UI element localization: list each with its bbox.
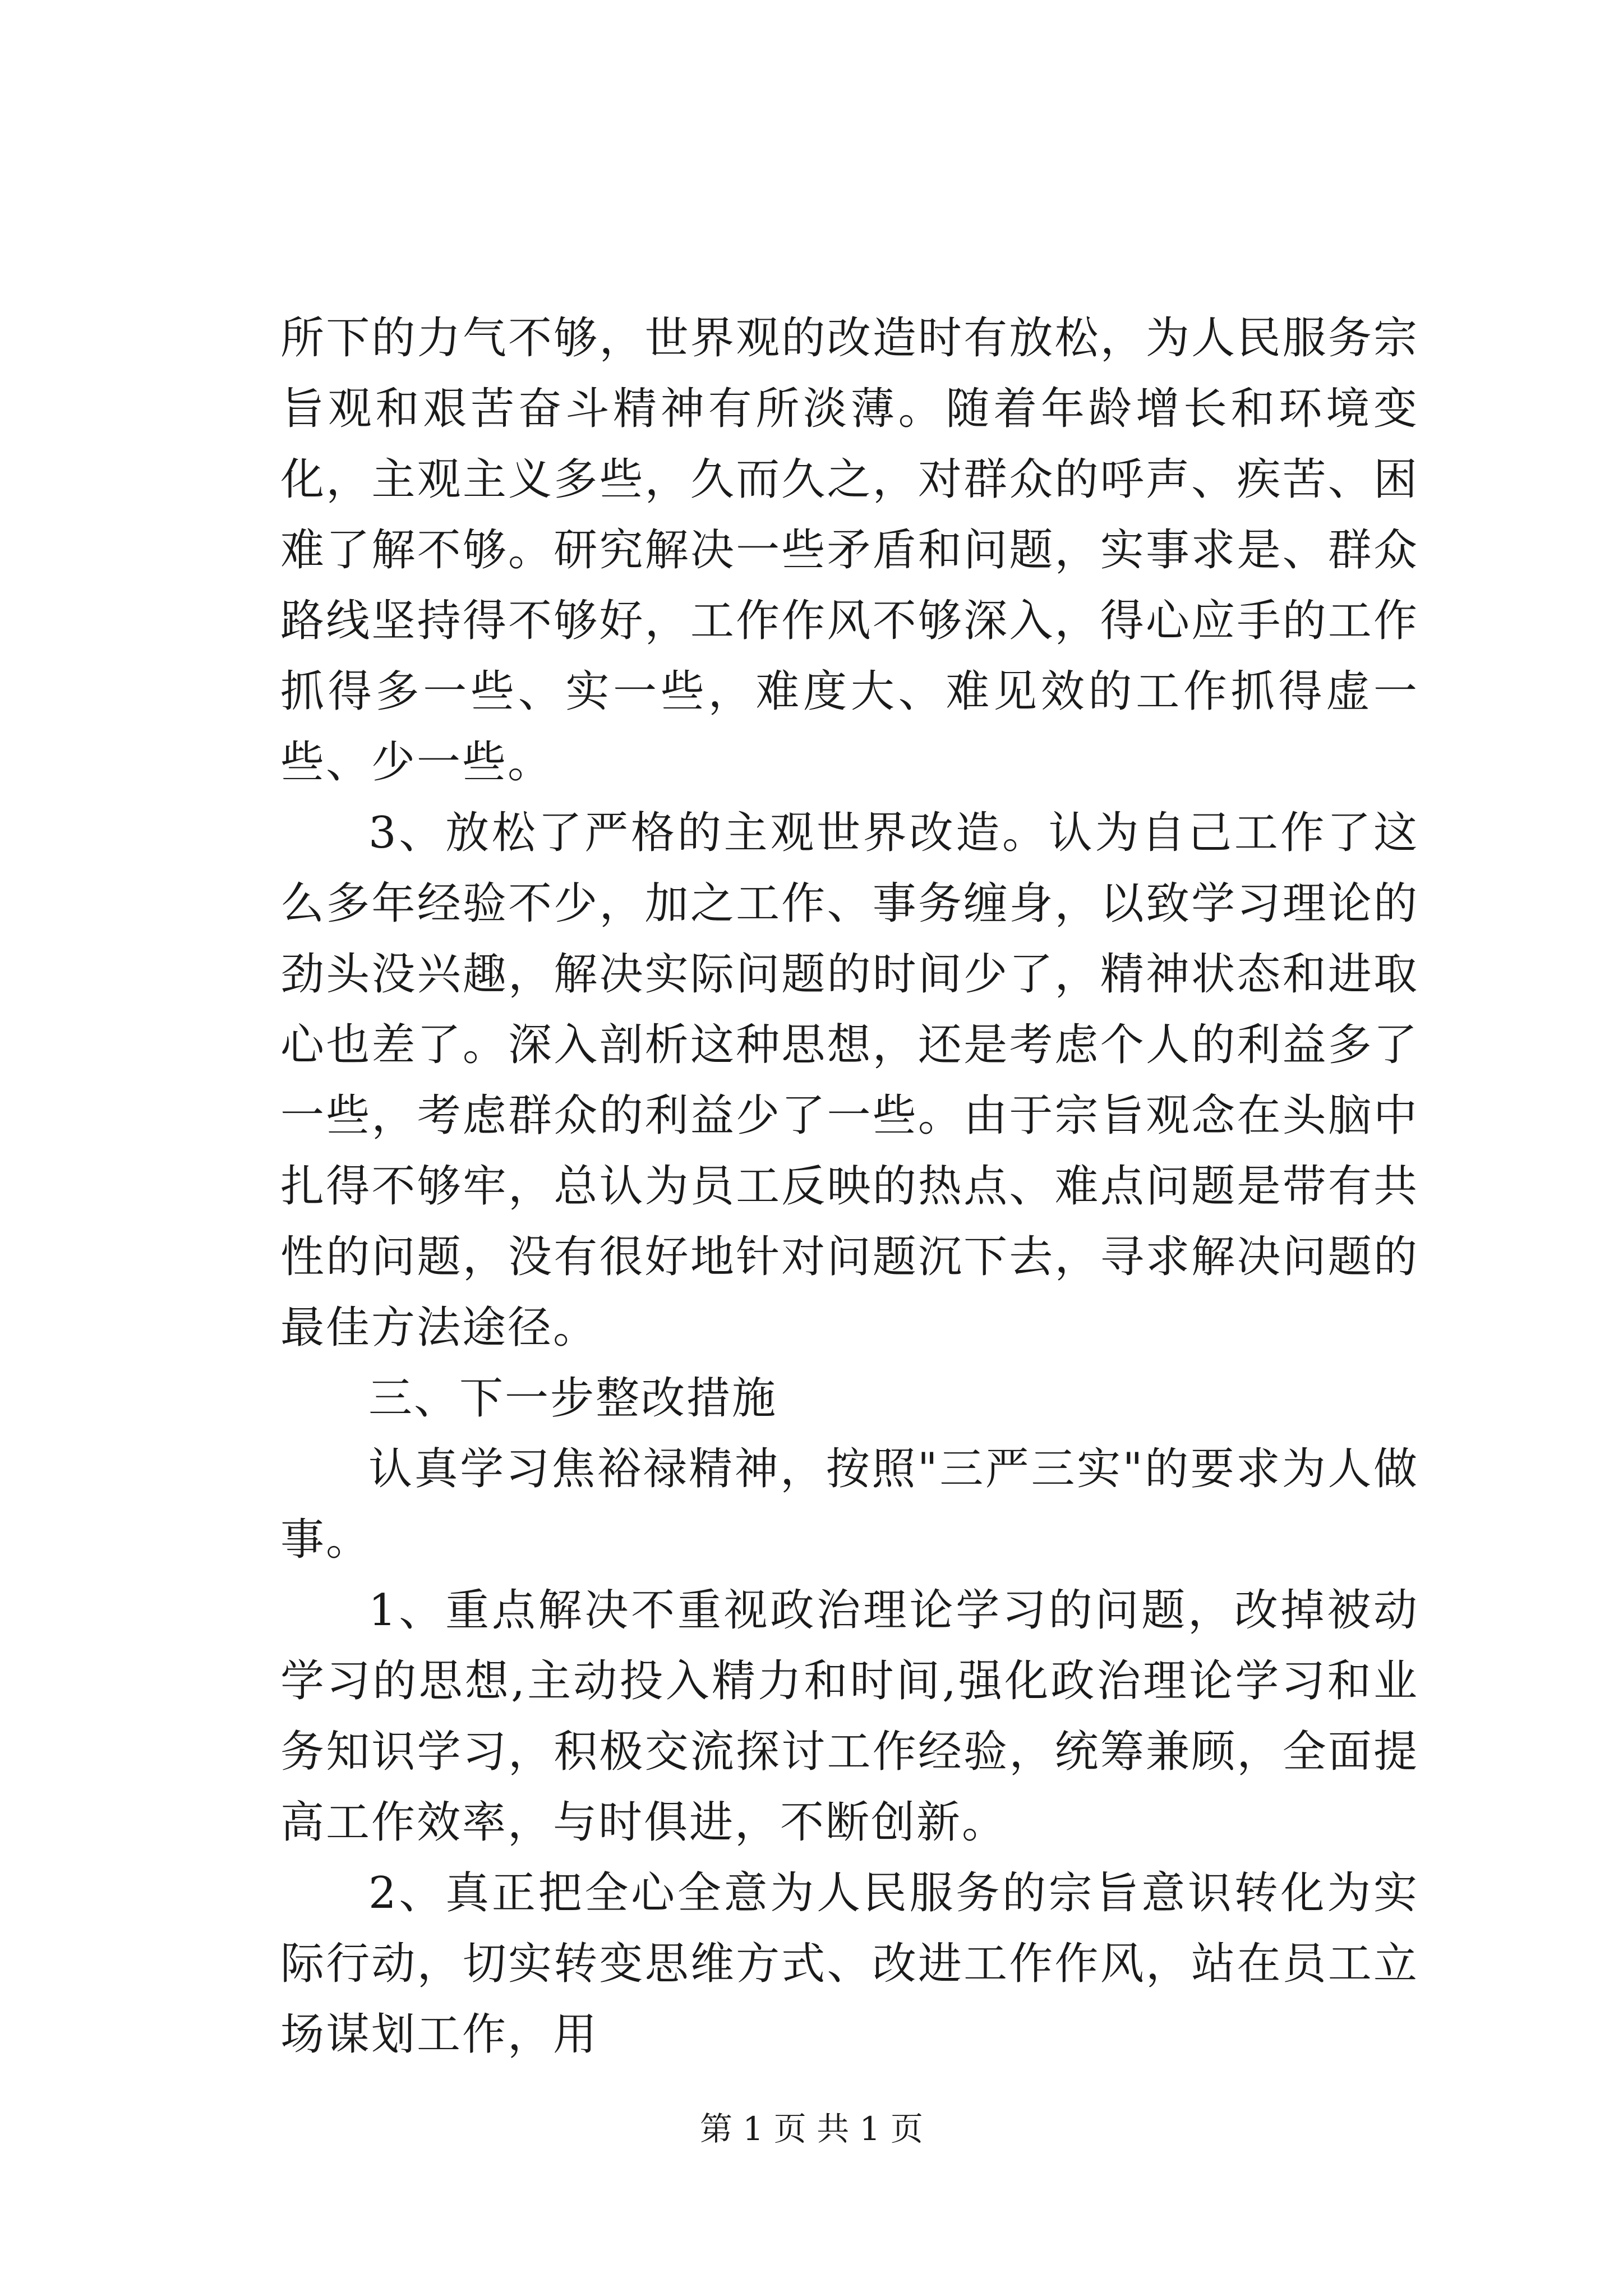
page-number-label: 第 1 页 共 1 页	[700, 2110, 923, 2148]
page-footer	[0, 2109, 1623, 2148]
paragraph-intro-measures: 认真学习焦裕禄精神，按照"三严三实"的要求为人做事。	[280, 1444, 1419, 1565]
paragraph-measure-2: 2、真正把全心全意为人民服务的宗旨意识转化为实际行动，切实转变思维方式、改进工作作风，站在员工立场谋划工作，用	[280, 1868, 1419, 2060]
paragraph-point-3: 3、放松了严格的主观世界改造。认为自己工作了这么多年经验不少，加之工作、事务缠身，以致学习理论的劲头没兴趣，解决实际问题的时间少了，精神状态和进取心也差了。深入剖析这种思想，还是考虑个人的利益多了一些，考虑群众的利益少了一些。由于宗旨观念在头脑中扎得不够牢，总认为员工反映的热点、难点问题是带有共性的问题，没有很好地针对问题沉下去，寻求解决问题的最佳方法途径。	[280, 808, 1419, 1353]
paragraph-continuation: 所下的力气不够，世界观的改造时有放松，为人民服务宗旨观和艰苦奋斗精神有所淡薄。随着年龄增长和环境变化，主观主义多些，久而久之，对群众的呼声、疾苦、困难了解不够。研究解决一些矛盾和问题，实事求是、群众路线坚持得不够好，工作作风不够深入，得心应手的工作抓得多一些、实一些，难度大、难见效的工作抓得虚一些、少一些。	[280, 313, 1419, 788]
document-body	[280, 303, 1419, 2070]
paragraph-measure-1: 1、重点解决不重视政治理论学习的问题，改掉被动学习的思想,主动投入精力和时间,强化政治理论学习和业务知识学习，积极交流探讨工作经验，统筹兼顾，全面提高工作效率，与时俱进，不断创新。	[280, 1585, 1419, 1848]
section-heading-next-steps: 三、下一步整改措施	[368, 1373, 778, 1424]
